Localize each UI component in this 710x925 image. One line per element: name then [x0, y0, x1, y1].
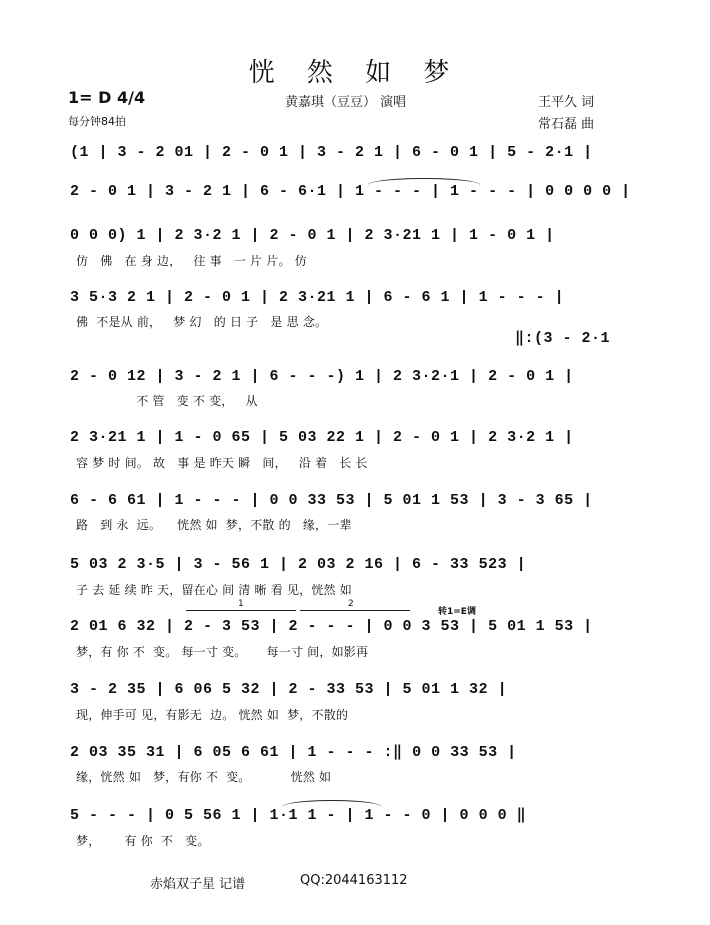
- notation-row-11: 2 03 35 31 | 6 05 6 61 | 1 - - - :‖ 0 0 33 53 |: [70, 744, 517, 761]
- notation-row-12: 5 - - - | 0 5 56 1 | 1·1 1 - | 1 - - 0 | 0 0 0 ‖: [70, 807, 527, 824]
- repeat-start: ‖:(3 - 2·1: [515, 330, 611, 347]
- notation-row-5: 2 - 0 12 | 3 - 2 1 | 6 - - -) 1 | 2 3·2·1 | 2 - 0 1 |: [70, 368, 574, 385]
- tempo-marking: 每分钟84拍: [68, 115, 126, 128]
- lyric-row-12: 梦， 有 你 不 变。: [76, 834, 210, 848]
- tie-arc: [368, 178, 480, 185]
- lyric-row-8: 子 去 延 续 昨 天，留在心 间 清 晰 看 见，恍然 如: [76, 583, 352, 597]
- notation-row-9: 2 01 6 32 | 2 - 3 53 | 2 - - - | 0 0 3 53 | 5 01 1 53 |: [70, 618, 593, 635]
- notation-row-10: 3 - 2 35 | 6 06 5 32 | 2 - 33 53 | 5 01 1 32 |: [70, 681, 508, 698]
- lyric-row-11: 缘，恍然 如 梦，有你 不 变。 恍然 如: [76, 770, 332, 784]
- notation-row-4: 3 5·3 2 1 | 2 - 0 1 | 2 3·21 1 | 6 - 6 1 | 1 - - - |: [70, 289, 565, 306]
- notation-row-2: 2 - 0 1 | 3 - 2 1 | 6 - 6·1 | 1 - - - | 1 - - - | 0 0 0 0 |: [70, 183, 631, 200]
- tie-arc: [282, 800, 382, 807]
- lyricist-credit: 王平久 词: [538, 95, 595, 110]
- lyric-row-10: 现，伸手可 见，有影无 边。 恍然 如 梦，不散的: [76, 708, 349, 722]
- notation-row-8: 5 03 2 3·5 | 3 - 56 1 | 2 03 2 16 | 6 - 33 523 |: [70, 556, 527, 573]
- lyric-row-9: 梦，有 你 不 变。 每一寸 变。 每一寸 间，如影再: [76, 645, 369, 659]
- qq-contact: QQ:2044163112: [300, 873, 408, 888]
- lyric-row-6: 容 梦 时 间。 故 事 是 昨天 瞬 间， 沿 着 长 长: [76, 456, 368, 470]
- volta-1-label: 1: [238, 599, 244, 609]
- lyric-row-4: 佛 不是从 前， 梦 幻 的 日 子 是 思 念。: [76, 315, 328, 329]
- singer-credit: 黄嘉琪（豆豆） 演唱: [285, 95, 407, 110]
- modulation-mark: 转1=E调: [438, 607, 476, 617]
- song-title: 恍 然 如 梦: [248, 58, 462, 88]
- lyric-row-3: 仿 佛 在 身 边， 往 事 一 片 片。 仿: [76, 254, 307, 268]
- transcriber-credit: 赤焰双子星 记谱: [150, 877, 246, 892]
- notation-row-7: 6 - 6 61 | 1 - - - | 0 0 33 53 | 5 01 1 53 | 3 - 3 65 |: [70, 492, 593, 509]
- key-signature: 1= D 4/4: [68, 88, 146, 107]
- lyric-row-7: 路 到 永 远。 恍然 如 梦，不散 的 缘，一辈: [76, 518, 352, 532]
- composer-credit: 常石磊 曲: [538, 117, 595, 132]
- notation-row-6: 2 3·21 1 | 1 - 0 65 | 5 03 22 1 | 2 - 0 1 | 2 3·2 1 |: [70, 429, 574, 446]
- lyric-row-5: 不 管 变 不 变， 从: [76, 394, 258, 408]
- notation-row-3: 0 0 0) 1 | 2 3·2 1 | 2 - 0 1 | 2 3·21 1 | 1 - 0 1 |: [70, 227, 555, 244]
- volta-2-label: 2: [348, 599, 354, 609]
- notation-row-1: (1 | 3 - 2 01 | 2 - 0 1 | 3 - 2 1 | 6 - 0 1 | 5 - 2·1 |: [70, 144, 593, 161]
